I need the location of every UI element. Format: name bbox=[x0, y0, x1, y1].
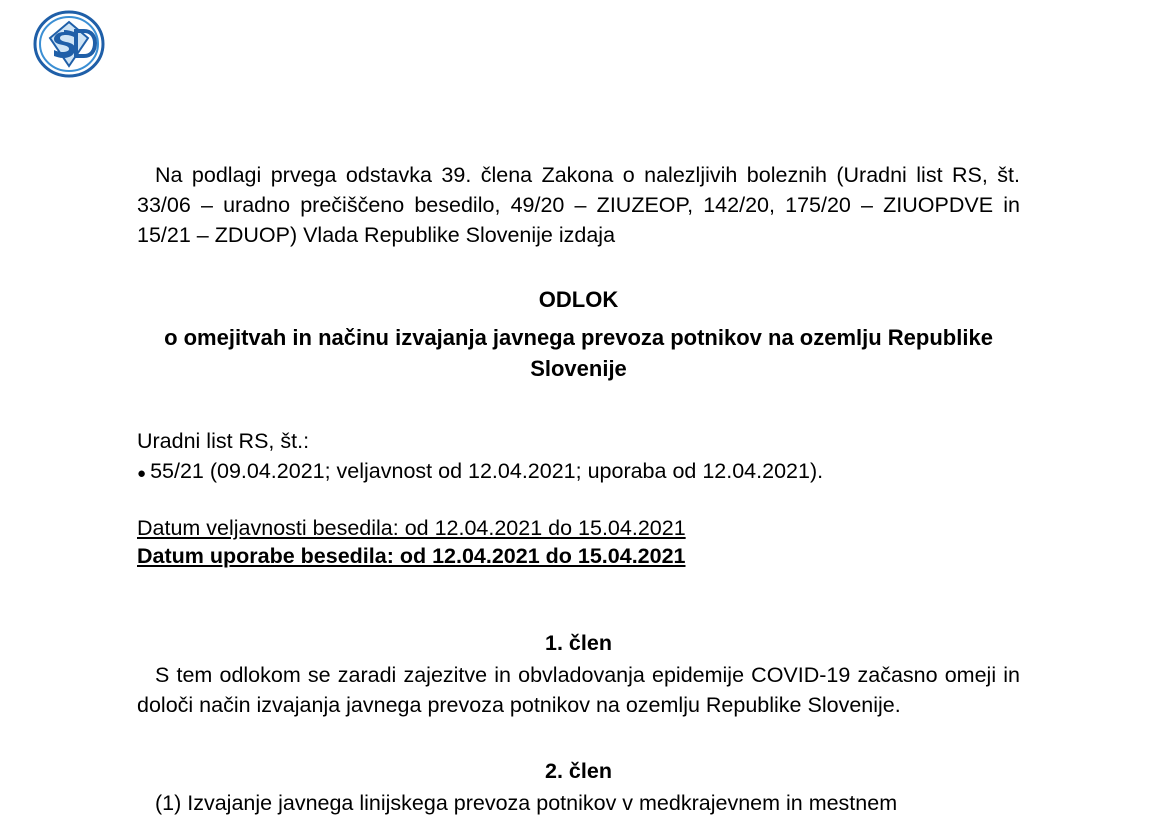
article-2-heading: 2. člen bbox=[545, 759, 612, 783]
article-2-body: (1) Izvajanje javnega linijskega prevoza potnikov v medkrajevnem in mestnem bbox=[155, 791, 898, 815]
validity-block bbox=[137, 514, 1020, 570]
pis-logo bbox=[26, 8, 112, 80]
document-content bbox=[137, 160, 1020, 818]
intro-paragraph: Na podlagi prvega odstavka 39. člena Zakona o nalezljivih boleznih (Uradni list RS, št. 33/06 – uradno prečiščeno besedilo, 49/20 – ZIUZEOP, 142/20, 175/20 – ZIUOPDVE in 15/21 – ZDUOP) Vlada Republike Slovenije izdaja bbox=[137, 163, 1020, 247]
validity-date: Datum veljavnosti besedila: od 12.04.2021 do 15.04.2021 bbox=[137, 516, 686, 540]
gazette-label: Uradni list RS, št.: bbox=[137, 429, 310, 453]
gazette-item bbox=[137, 456, 1020, 489]
bullet-icon: ● bbox=[137, 465, 147, 482]
title-block bbox=[137, 284, 1020, 384]
article-1-body: S tem odlokom se zaradi zajezitve in obvladovanja epidemije COVID-19 začasno omeji in določi način izvajanja javnega prevoza potnikov na ozemlju Republike Slovenije. bbox=[137, 663, 1020, 717]
usage-date: Datum uporabe besedila: od 12.04.2021 do 15.04.2021 bbox=[137, 544, 686, 568]
article-1-heading: 1. člen bbox=[545, 631, 612, 655]
document-title: ODLOK bbox=[538, 287, 619, 312]
gazette-item-text: 55/21 (09.04.2021; veljavnost od 12.04.2021; uporaba od 12.04.2021). bbox=[150, 459, 824, 483]
gazette-block bbox=[137, 426, 1020, 489]
document-subtitle: o omejitvah in načinu izvajanja javnega prevoza potnikov na ozemlju Republike Slovenije bbox=[164, 325, 993, 381]
